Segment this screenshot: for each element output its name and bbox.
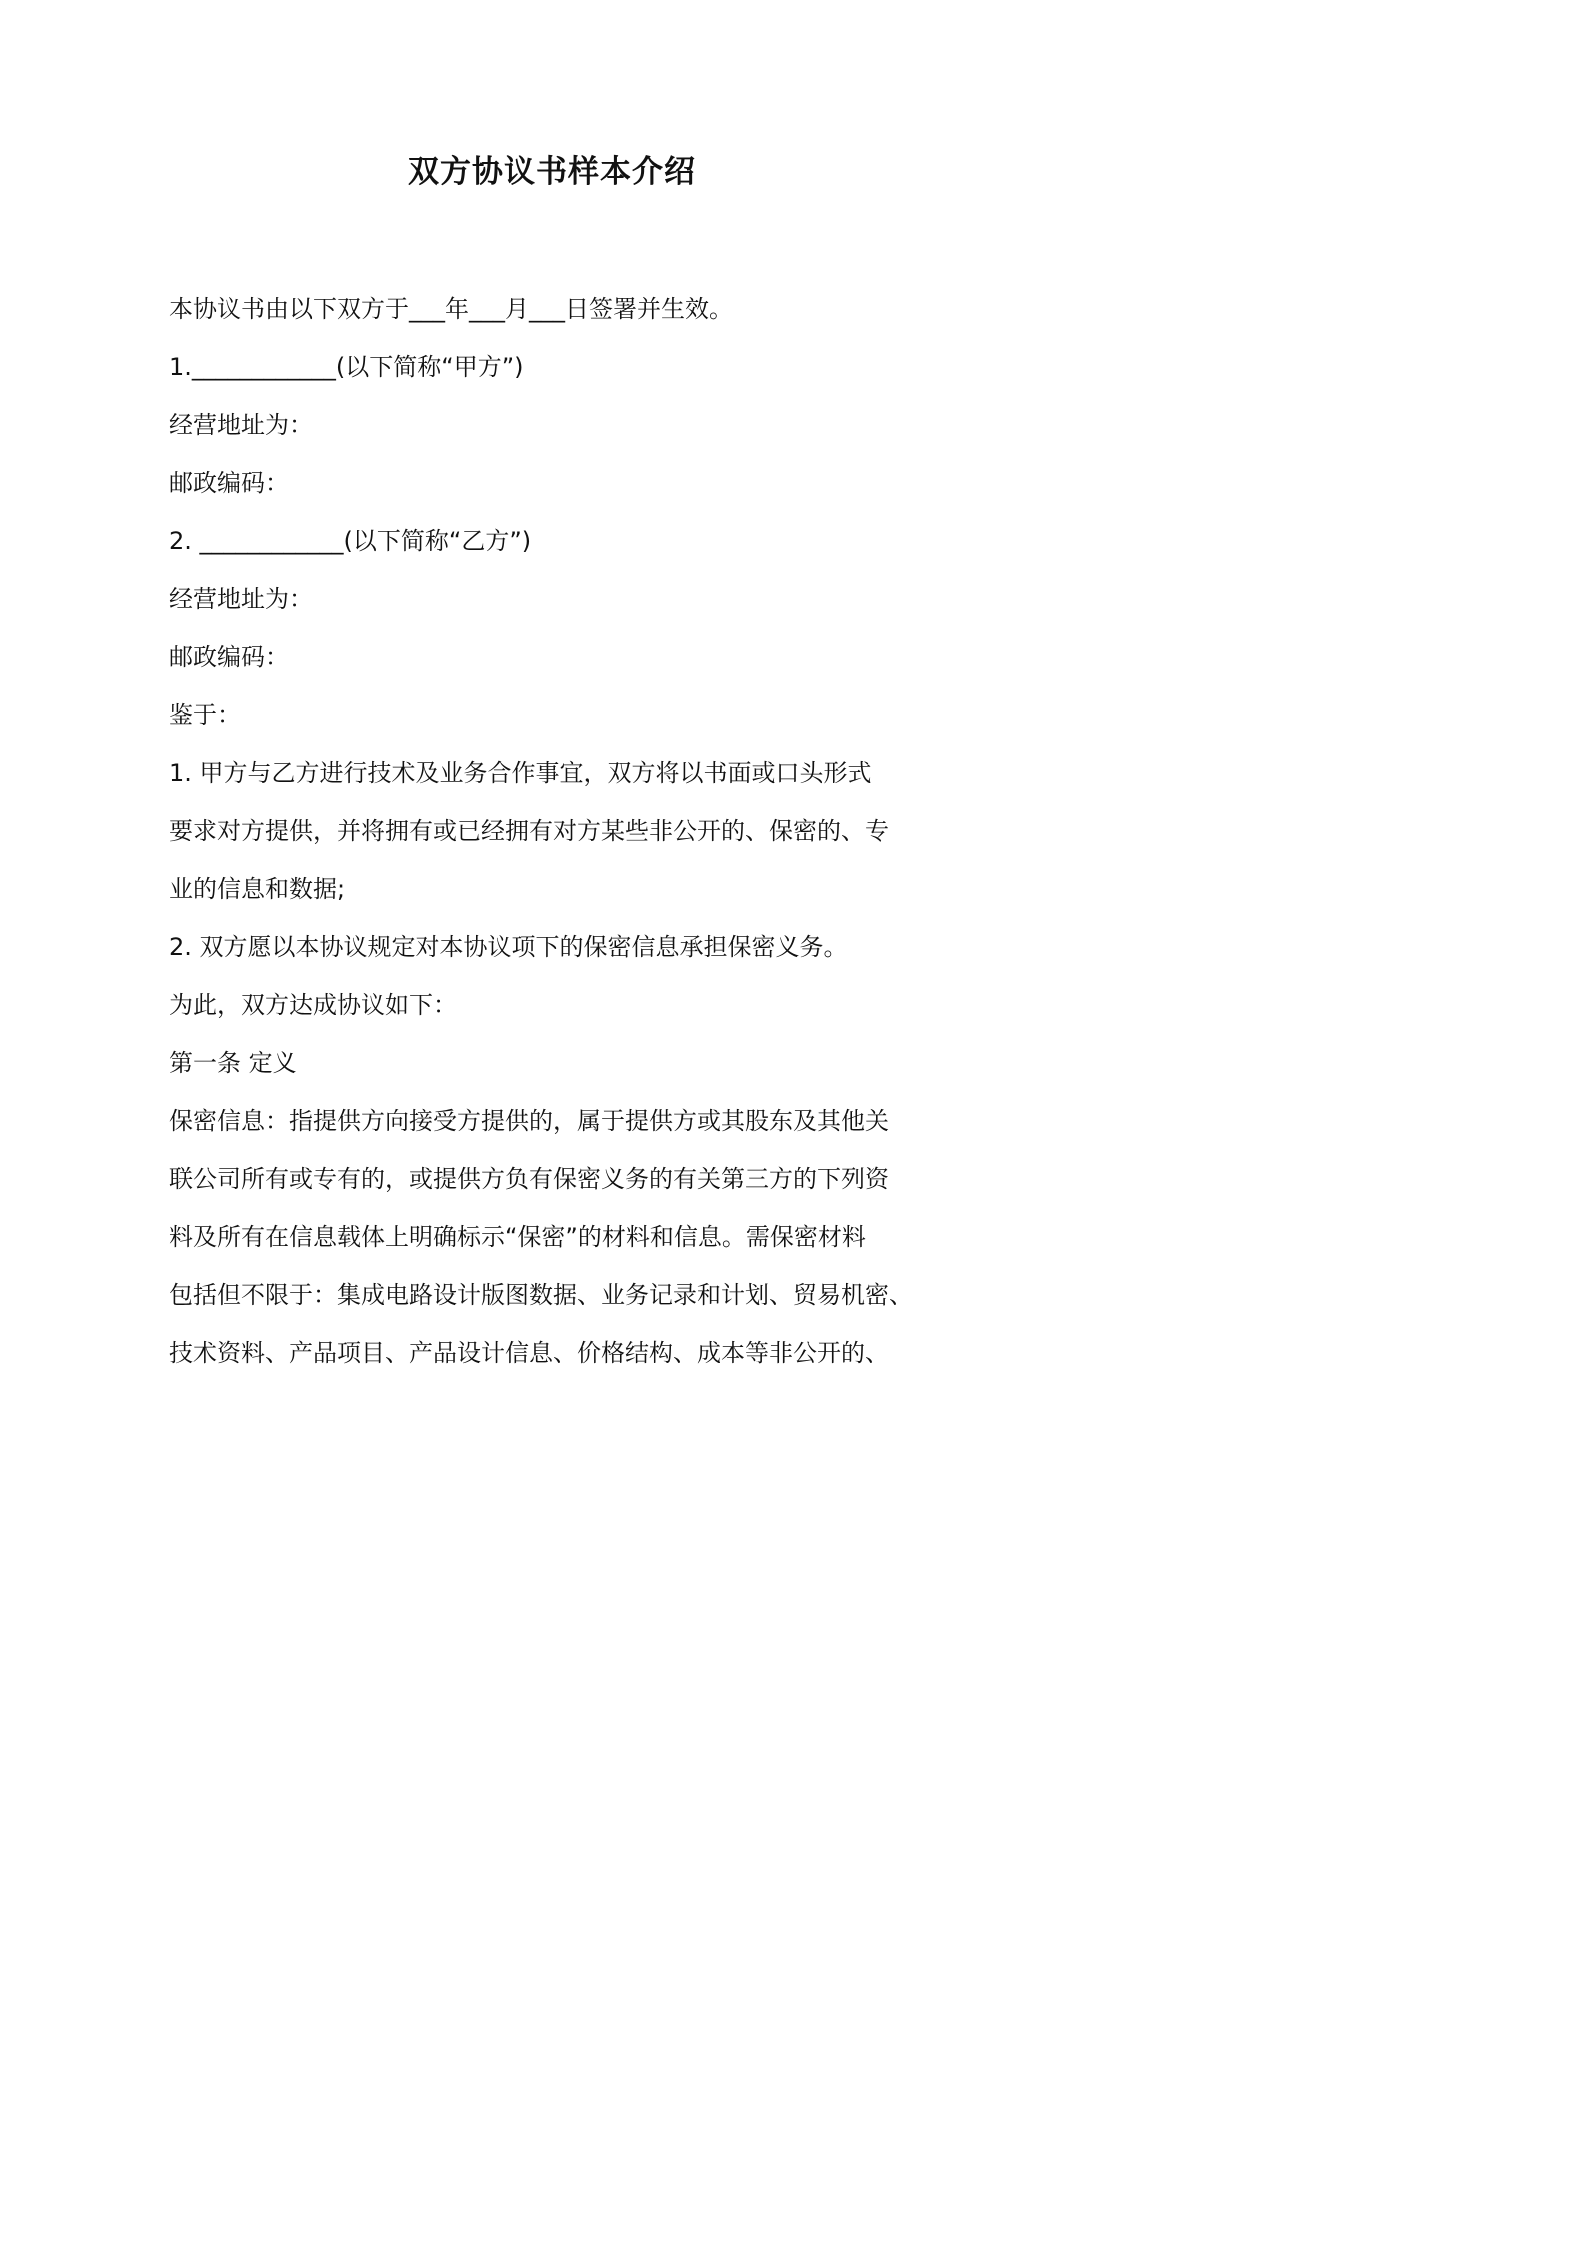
definition-line-4: 包括但不限于：集成电路设计版图数据、业务记录和计划、贸易机密、: [169, 1281, 913, 1309]
document-body: [169, 280, 949, 1382]
party-a-address-line: 经营地址为：: [169, 411, 313, 439]
whereas-item-1-line-2: 要求对方提供，并将拥有或已经拥有对方某些非公开的、保密的、专: [169, 817, 889, 845]
party-b-postcode-line: 邮政编码：: [169, 643, 289, 671]
document-title: 双方协议书样本介绍: [408, 154, 696, 190]
definition-line-1: 保密信息：指提供方向接受方提供的，属于提供方或其股东及其他关: [169, 1107, 889, 1135]
whereas-item-1-line-3: 业的信息和数据;: [169, 875, 346, 903]
intro-signing-line: 本协议书由以下双方于___年___月___日签署并生效。: [169, 295, 733, 323]
document-page: [0, 0, 1104, 1561]
definition-line-2: 联公司所有或专有的，或提供方负有保密义务的有关第三方的下列资: [169, 1165, 889, 1193]
definition-line-5: 技术资料、产品项目、产品设计信息、价格结构、成本等非公开的、: [169, 1339, 889, 1367]
party-b-address-line: 经营地址为：: [169, 585, 313, 613]
article-one-heading: 第一条 定义: [169, 1049, 297, 1077]
party-a-name-line: 1.____________(以下简称“甲方”): [169, 353, 524, 381]
party-a-postcode-line: 邮政编码：: [169, 469, 289, 497]
whereas-item-2-line: 2. 双方愿以本协议规定对本协议项下的保密信息承担保密义务。: [169, 933, 848, 961]
whereas-item-1-line-1: 1. 甲方与乙方进行技术及业务合作事宜，双方将以书面或口头形式: [169, 759, 872, 787]
agreement-lead-line: 为此，双方达成协议如下：: [169, 991, 457, 1019]
whereas-heading: 鉴于：: [169, 701, 241, 729]
party-b-name-line: 2. ____________(以下简称“乙方”): [169, 527, 532, 555]
definition-line-3: 料及所有在信息载体上明确标示“保密”的材料和信息。需保密材料: [169, 1223, 866, 1251]
